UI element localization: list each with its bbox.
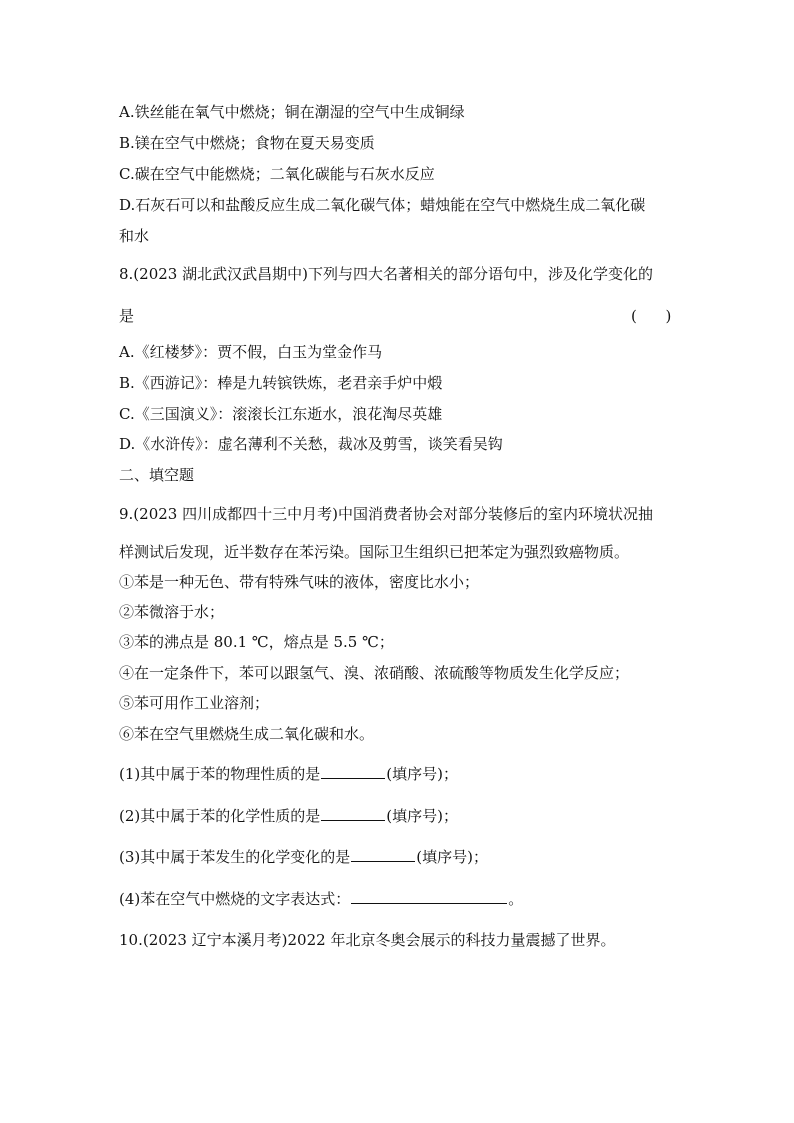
q8-stem-line1: 8.(2023 湖北武汉武昌期中)下列与四大名著相关的部分语句中，涉及化学变化的 xyxy=(119,265,653,283)
q7-option-d-line1: D.石灰石可以和盐酸反应生成二氧化碳气体；蜡烛能在空气中燃烧生成二氧化碳 xyxy=(119,196,646,214)
q9-sub-1-text: (1)其中属于苯的物理性质的是 xyxy=(119,765,321,783)
q9-sub-3-text: (3)其中属于苯发生的化学变化的是 xyxy=(119,848,351,866)
q9-sub-4-text: (4)苯在空气中燃烧的文字表达式： xyxy=(119,890,351,908)
q7-option-a: A.铁丝能在氧气中燃烧；铜在潮湿的空气中生成铜绿 xyxy=(119,103,465,121)
q9-stem-line1: 9.(2023 四川成都四十三中月考)中国消费者协会对部分装修后的室内环境状况抽 xyxy=(119,505,653,523)
q8-option-a: A.《红楼梦》：贾不假，白玉为堂金作马 xyxy=(119,343,383,361)
q9-sub-4 xyxy=(119,888,523,909)
q9-sub-3 xyxy=(119,846,488,867)
q9-sub-1 xyxy=(119,763,458,784)
q7-option-d-line2: 和水 xyxy=(119,227,150,245)
q7-option-b: B.镁在空气中燃烧；食物在夏天易变质 xyxy=(119,134,375,152)
q9-fact-2: ②苯微溶于水； xyxy=(119,603,225,621)
section-title: 二、填空题 xyxy=(119,466,195,484)
q9-fact-1: ①苯是一种无色、带有特殊气味的液体，密度比水小； xyxy=(119,573,480,591)
q10-stem: 10.(2023 辽宁本溪月考)2022 年北京冬奥会展示的科技力量震撼了世界。 xyxy=(119,931,616,949)
q9-sub-1-blank[interactable] xyxy=(321,763,385,779)
q9-sub-3-suffix: (填序号)； xyxy=(416,848,488,866)
q8-answer-paren: ( ) xyxy=(631,307,672,325)
q9-fact-3: ③苯的沸点是 80.1 ℃，熔点是 5.5 ℃； xyxy=(119,633,394,651)
q9-sub-3-blank[interactable] xyxy=(351,846,415,862)
q9-stem-line2: 样测试后发现，近半数存在苯污染。国际卫生组织已把苯定为强烈致癌物质。 xyxy=(119,543,630,561)
q8-option-d: D.《水浒传》：虚名薄利不关愁，裁冰及剪雪，谈笑看吴钩 xyxy=(119,435,503,453)
q8-option-c: C.《三国演义》：滚滚长江东逝水，浪花淘尽英雄 xyxy=(119,405,443,423)
q9-sub-2-blank[interactable] xyxy=(321,805,385,821)
q9-sub-4-suffix: 。 xyxy=(508,890,524,908)
q7-option-c: C.碳在空气中能燃烧；二氧化碳能与石灰水反应 xyxy=(119,165,435,183)
q9-sub-2 xyxy=(119,805,458,826)
q8-stem-line2: 是 xyxy=(119,307,135,325)
q9-fact-6: ⑥苯在空气里燃烧生成二氧化碳和水。 xyxy=(119,725,375,743)
q9-sub-2-text: (2)其中属于苯的化学性质的是 xyxy=(119,807,321,825)
q8-option-b: B.《西游记》：棒是九转镔铁炼，老君亲手炉中煅 xyxy=(119,374,443,392)
q9-sub-4-blank[interactable] xyxy=(351,888,507,904)
q9-sub-2-suffix: (填序号)； xyxy=(386,807,458,825)
q9-fact-5: ⑤苯可用作工业溶剂； xyxy=(119,694,270,712)
q9-fact-4: ④在一定条件下，苯可以跟氢气、溴、浓硝酸、浓硫酸等物质发生化学反应； xyxy=(119,664,630,682)
q9-sub-1-suffix: (填序号)； xyxy=(386,765,458,783)
